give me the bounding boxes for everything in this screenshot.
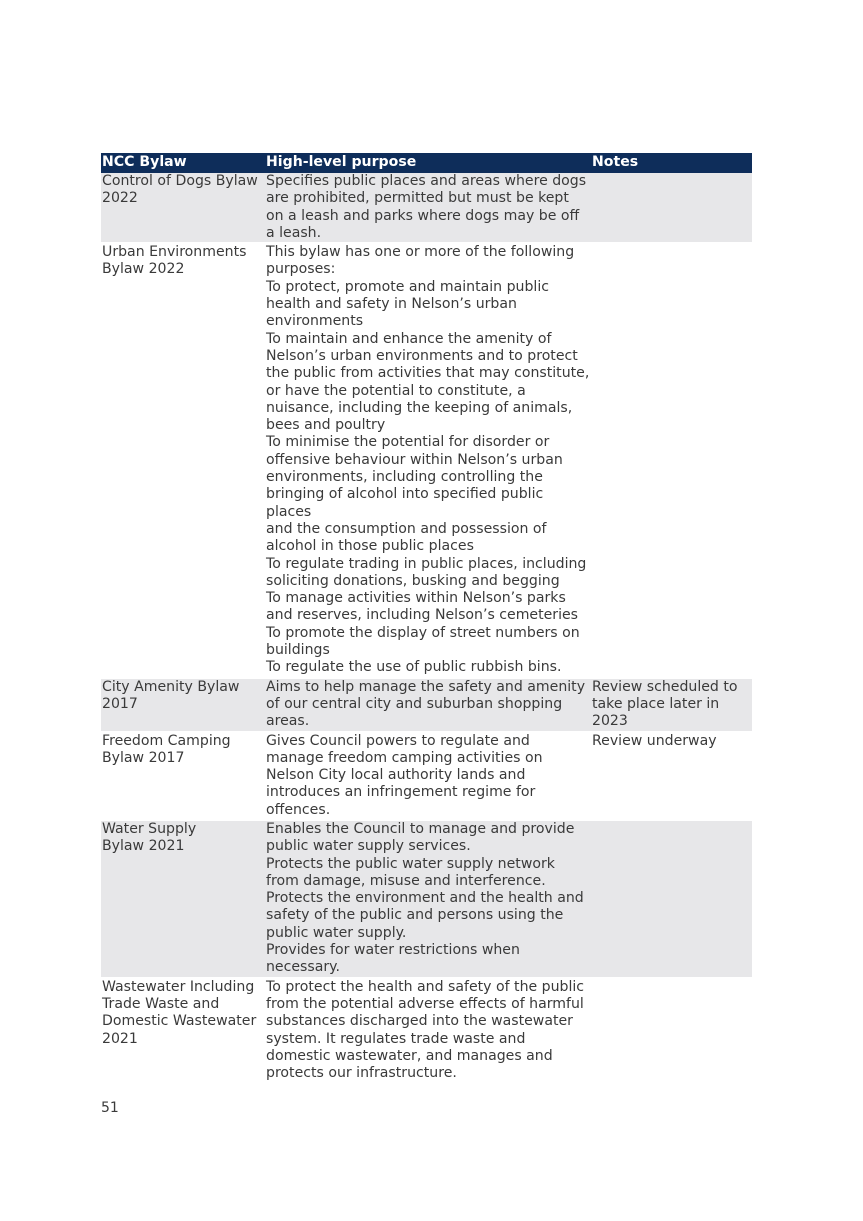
purpose-cell: To protect the health and safety of the public from the potential adverse effects of harmful substances discharged into the wastewater system. It regulates trade waste and domestic wastewater, and manages and protects our infrastructure.: [265, 978, 591, 1083]
bylaw-name-cell: Wastewater Including Trade Waste and Domestic Wastewater 2021: [101, 978, 265, 1083]
table-row: [101, 820, 752, 978]
notes-cell: [591, 820, 752, 978]
header-high-level-purpose: High-level purpose: [265, 153, 591, 173]
bylaw-name-cell: Freedom Camping Bylaw 2017: [101, 732, 265, 820]
notes-cell: [591, 978, 752, 1083]
table-row: [101, 978, 752, 1083]
bylaw-table: [101, 153, 752, 1082]
purpose-cell: Enables the Council to manage and provide public water supply services. Protects the public water supply network from damage, misuse and interference. Protects the environment and the health and safety of the public and persons using the public water supply. Provides for water restrictions when necessary.: [265, 820, 591, 978]
notes-cell: [591, 243, 752, 677]
table-row: [101, 243, 752, 677]
table-row: [101, 173, 752, 243]
header-ncc-bylaw: NCC Bylaw: [101, 153, 265, 173]
table-header-row: [101, 153, 752, 173]
bylaw-name-cell: City Amenity Bylaw 2017: [101, 678, 265, 732]
purpose-cell: Gives Council powers to regulate and manage freedom camping activities on Nelson City local authority lands and introduces an infringement regime for offences.: [265, 732, 591, 820]
table-row: [101, 732, 752, 820]
notes-cell: Review scheduled to take place later in 2023: [591, 678, 752, 732]
bylaw-name-cell: Control of Dogs Bylaw 2022: [101, 173, 265, 243]
notes-cell: [591, 173, 752, 243]
bylaw-name-cell: Urban Environments Bylaw 2022: [101, 243, 265, 677]
purpose-cell: Specifies public places and areas where dogs are prohibited, permitted but must be kept on a leash and parks where dogs may be off a leash.: [265, 173, 591, 243]
purpose-cell: Aims to help manage the safety and amenity of our central city and suburban shopping areas.: [265, 678, 591, 732]
purpose-cell: This bylaw has one or more of the following purposes: To protect, promote and maintain public health and safety in Nelson’s urban environments To maintain and enhance the amenity of Nelson’s urban environments and to protect the public from activities that may constitute, or have the potential to constitute, a nuisance, including the keeping of animals, bees and poultry To minimise the potential for disorder or offensive behaviour within Nelson’s urban environments, including controlling the bringing of alcohol into specified public places and the consumption and possession of alcohol in those public places To regulate trading in public places, including soliciting donations, busking and begging To manage activities within Nelson’s parks and reserves, including Nelson’s cemeteries To promote the display of street numbers on buildings To regulate the use of public rubbish bins.: [265, 243, 591, 677]
table-row: [101, 678, 752, 732]
page-number: 51: [101, 1100, 119, 1116]
bylaw-name-cell: Water Supply Bylaw 2021: [101, 820, 265, 978]
header-notes: Notes: [591, 153, 752, 173]
notes-cell: Review underway: [591, 732, 752, 820]
